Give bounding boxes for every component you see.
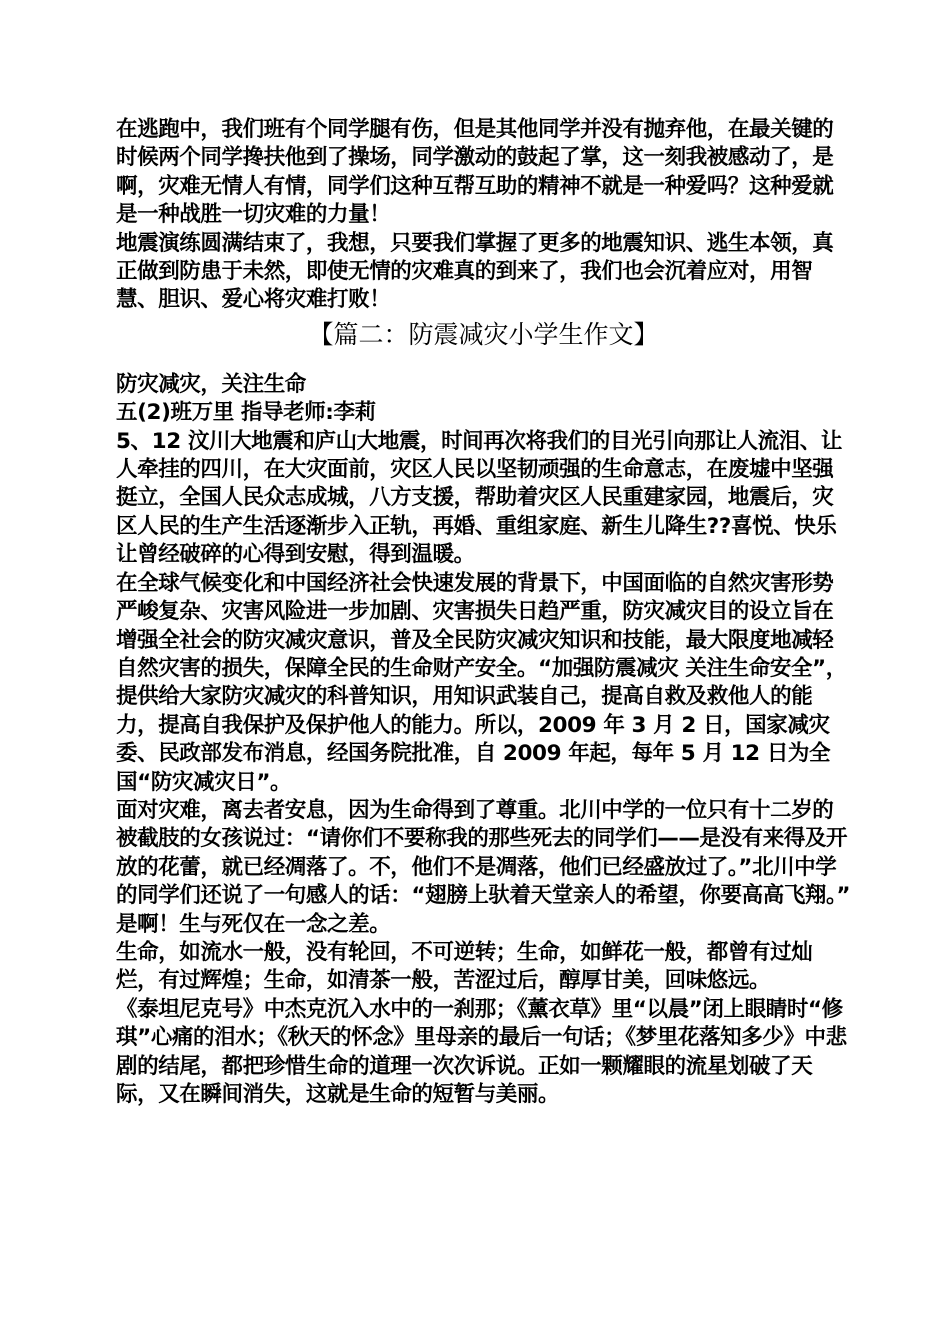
essay-paragraph: 《泰坦尼克号》中杰克沉入水中的一刹那；《薰衣草》里“以晨”闭上眼睛时“修琪”心痛的泪水；《秋天的怀念》里母亲的最后一句话；《梦里花落知多少》中悲剧的结尾，都把珍惜生命的道理一次次诉说。正如一颗耀眼的流星划破了天际，又在瞬间消失，这就是生命的短暂与美丽。 bbox=[116, 996, 847, 1107]
essay-paragraph: 5、12 汶川大地震和庐山大地震，时间再次将我们的目光引向那让人流泪、让人牵挂的四川，在大灾面前，灾区人民以坚韧顽强的生命意志，在废墟中坚强挺立，全国人民众志成城，八方支援，帮助着灾区人民重建家园，地震后，灾区人民的生产生活逐渐步入正轨，再婚、重组家庭、新生儿降生??喜悦、快乐让曾经破碎的心得到安慰，得到温暖。 bbox=[116, 428, 842, 568]
essay-paragraph: 在逃跑中，我们班有个同学腿有伤，但是其他同学并没有抛弃他，在最关键的时候两个同学搀扶他到了操场，同学激动的鼓起了掌，这一刻我被感动了，是啊，灾难无情人有情，同学们这种互帮互助的精神不就是一种爱吗？这种爱就是一种战胜一切灾难的力量！ bbox=[116, 117, 834, 228]
section-heading: 【篇二：防震减灾小学生作文】 bbox=[308, 319, 659, 349]
essay-title: 防灾减灾，关注生命 bbox=[116, 371, 306, 397]
document-page bbox=[116, 116, 851, 1109]
essay-paragraph: 在全球气候变化和中国经济社会快速发展的背景下，中国面临的自然灾害形势严峻复杂、灾害风险进一步加剧、灾害损失日趋严重，防灾减灾目的设立旨在增强全社会的防灾减灾意识，普及全民防灾减灾知识和技能，最大限度地减轻自然灾害的损失，保障全民的生命财产安全。“加强防震减灾 关注生命安全”，提供给大家防灾减灾的科普知识，用知识武装自己，提高自救及救他人的能力，提高自我保护及保护他人的能力。所以，2009 年 3 月 2 日，国家减灾委、民政部发布消息，经国务院批准，自 2009 年起，每年 5 月 12 日为全国“防灾减灾日”。 bbox=[116, 570, 847, 795]
essay-paragraph: 是啊！生与死仅在一念之差。 bbox=[116, 911, 391, 937]
essay-byline: 五(2)班万里 指导老师:李莉 bbox=[116, 400, 376, 426]
essay-paragraph: 生命，如流水一般，没有轮回，不可逆转；生命，如鲜花一般，都曾有过灿烂，有过辉煌；生命，如清茶一般，苦涩过后，醇厚甘美，回味悠远。 bbox=[116, 939, 813, 994]
essay-paragraph: 面对灾难，离去者安息，因为生命得到了尊重。北川中学的一位只有十二岁的被截肢的女孩说过：“请你们不要称我的那些死去的同学们——是没有来得及开放的花蕾，就已经凋落了。不，他们不是凋落，他们已经盛放过了。”北川中学的同学们还说了一句感人的话：“翅膀上驮着天堂亲人的希望，你要高高飞翔。” bbox=[116, 797, 851, 909]
essay-paragraph: 地震演练圆满结束了，我想，只要我们掌握了更多的地震知识、逃生本领，真正做到防患于未然，即使无情的灾难真的到来了，我们也会沉着应对，用智慧、胆识、爱心将灾难打败！ bbox=[116, 230, 834, 313]
